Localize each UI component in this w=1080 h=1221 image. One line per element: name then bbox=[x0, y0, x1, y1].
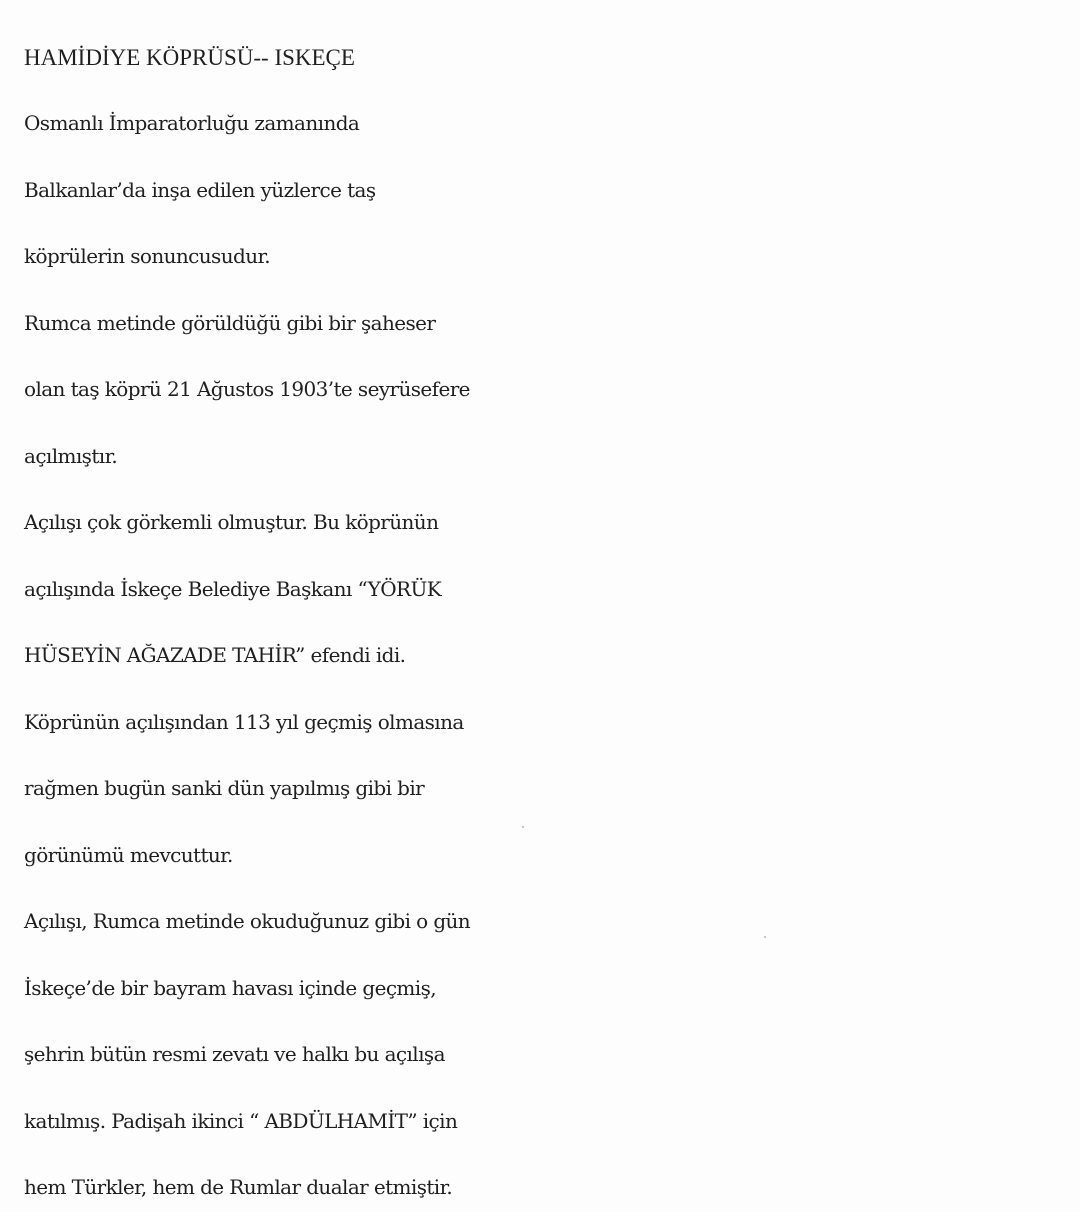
text-line: İskeçe’de bir bayram havası içinde geçmiş, bbox=[24, 975, 436, 1000]
text-line: Balkanlar’da inşa edilen yüzlerce taş bbox=[24, 177, 376, 202]
text-line: HÜSEYİN AĞAZADE TAHİR” efendi idi. bbox=[24, 643, 406, 667]
text-line: Açılışı çok görkemli olmuştur. Bu köprünün bbox=[24, 510, 439, 534]
text-line: köprülerin sonuncusudur. bbox=[24, 244, 271, 268]
text-line: katılmış. Padişah ikinci “ ABDÜLHAMİT” için bbox=[24, 1108, 458, 1133]
text-line: Köprünün açılışından 113 yıl geçmiş olmasına bbox=[24, 709, 464, 734]
scan-speck bbox=[764, 936, 766, 938]
text-line: şehrin bütün resmi zevatı ve halkı bu açılışa bbox=[24, 1042, 445, 1066]
text-line: açılışında İskeçe Belediye Başkanı “YÖRÜK bbox=[24, 576, 442, 601]
text-line: rağmen bugün sanki dün yapılmış gibi bir bbox=[24, 776, 425, 800]
text-line: açılmıştır. bbox=[24, 443, 118, 468]
text-line: hem Türkler, hem de Rumlar dualar etmiştir. bbox=[24, 1175, 453, 1199]
text-line: Osmanlı İmparatorluğu zamanında bbox=[24, 111, 360, 135]
document-title: HAMİDİYE KÖPRÜSÜ-- ISKEÇE bbox=[24, 45, 355, 70]
document-text bbox=[24, 26, 1074, 1221]
text-line: Açılışı, Rumca metinde okuduğunuz gibi o gün bbox=[24, 909, 471, 933]
text-line: Rumca metinde görüldüğü gibi bir şaheser bbox=[24, 310, 436, 335]
scan-speck bbox=[522, 826, 524, 828]
text-line: görünümü mevcuttur. bbox=[24, 842, 233, 867]
text-line: olan taş köprü 21 Ağustos 1903’te seyrüsefere bbox=[24, 377, 470, 401]
